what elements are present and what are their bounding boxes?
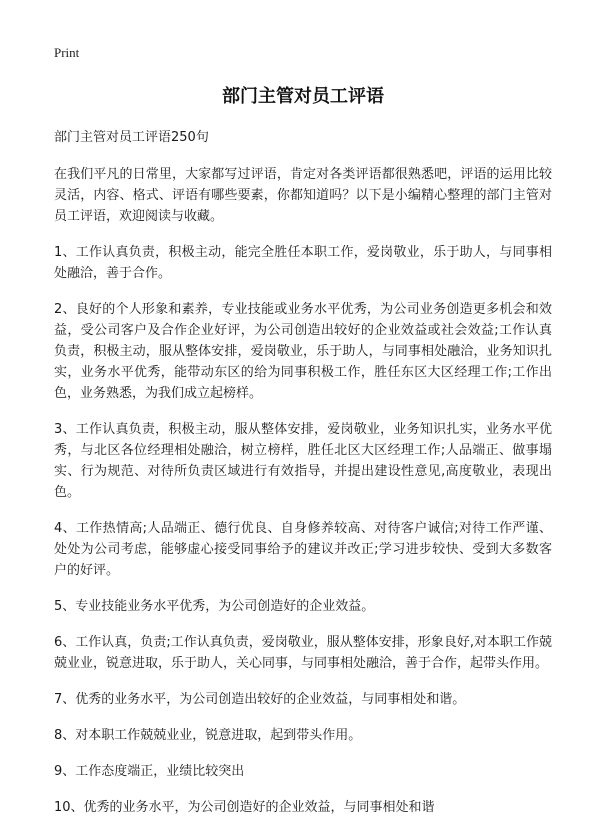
comment-item-5: 5、专业技能业务水平优秀，为公司创造好的企业效益。	[54, 599, 375, 614]
comment-item-7: 7、优秀的业务水平，为公司创造出较好的企业效益，与同事相处和谐。	[54, 692, 466, 707]
intro-paragraph: 在我们平凡的日常里，大家都写过评语，肯定对各类评语都很熟悉吧，评语的运用比较灵活，内容、格式、评语有哪些要素，你都知道吗？以下是小编精心整理的部门主管对员工评语，欢迎阅读与收藏。	[54, 167, 552, 224]
comment-item-2: 2、良好的个人形象和素养，专业技能或业务水平优秀，为公司业务创造更多机会和效益，受公司客户及合作企业好评，为公司创造出较好的企业效益或社会效益;工作认真负责，积极主动，服从整体安排，爱岗敬业，乐于助人，与同事相处融洽，业务知识扎实，业务水平优秀，能带动东区的给为同事积极工作，胜任东区大区经理工作;工作出色，业务熟悉，为我们成立起榜样。	[54, 302, 552, 401]
comment-item-3: 3、工作认真负责，积极主动，服从整体安排，爱岗敬业，业务知识扎实，业务水平优秀，与北区各位经理相处融洽，树立榜样，胜任北区大区经理工作;人品端正、做事塌实、行为规范、对待所负责区域进行有效指导，并提出建设性意见,高度敬业，表现出色。	[54, 422, 552, 500]
page-subtitle: 部门主管对员工评语250句	[54, 130, 209, 145]
comment-item-1: 1、工作认真负责，积极主动，能完全胜任本职工作，爱岗敬业，乐于助人，与同事相处融洽，善于合作。	[54, 245, 552, 281]
print-link[interactable]: Print	[54, 45, 80, 60]
comment-item-8: 8、对本职工作兢兢业业，锐意进取，起到带头作用。	[54, 728, 362, 743]
comment-item-10: 10、优秀的业务水平，为公司创造好的企业效益，与同事相处和谐	[54, 800, 435, 815]
comment-item-6: 6、工作认真，负责;工作认真负责，爱岗敬业，服从整体安排，形象良好,对本职工作兢兢业业，锐意进取，乐于助人，关心同事，与同事相处融洽，善于合作，起带头作用。	[54, 635, 552, 671]
page-title: 部门主管对员工评语	[222, 86, 384, 107]
comment-item-4: 4、工作热情高;人品端正、德行优良、自身修养较高、对待客户诚信;对待工作严谨、处处为公司考虑，能够虚心接受同事给予的建议并改正;学习进步较快、受到大多数客户的好评。	[54, 521, 552, 578]
comment-item-9: 9、工作态度端正，业绩比较突出	[54, 764, 245, 779]
